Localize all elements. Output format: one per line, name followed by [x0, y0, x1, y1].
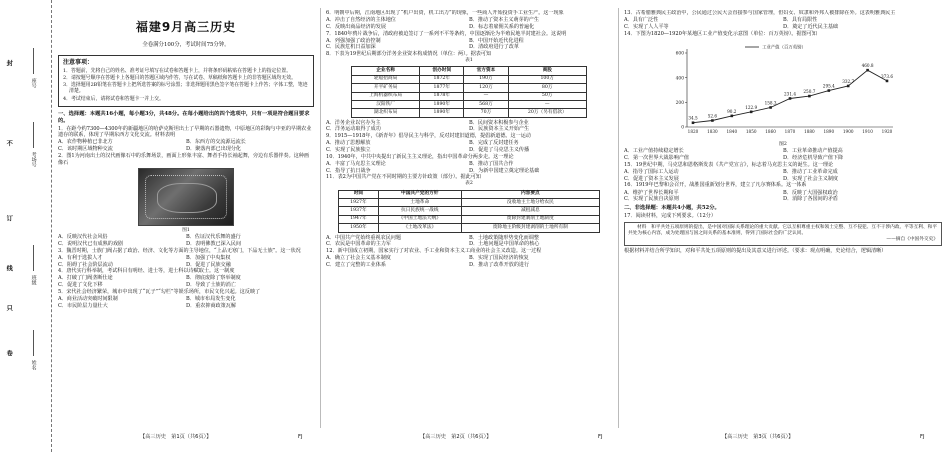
table-cell: 轮船招商局 — [352, 75, 420, 83]
legend-label: 工业产值（百万英镑） — [762, 45, 806, 51]
answer-option: A．工业产值持续稳定增长 — [624, 148, 684, 155]
answer-options — [58, 255, 314, 268]
x-tick-label: 1880 — [804, 129, 815, 135]
candidate-field-label: 座号 — [30, 78, 37, 88]
answer-option: C．民族危机日益加深 — [326, 44, 376, 51]
table-row — [339, 215, 600, 223]
question-list — [326, 10, 612, 58]
question-stem: 12．新中国成立初期，国家实行了对农业、手工业和资本主义工商业的社会主义改造。这一过程 — [326, 247, 542, 254]
table-cell: 没收地主土地分给农民 — [461, 198, 599, 206]
notes-title: 注意事项： — [63, 58, 94, 66]
answer-option: B．工业革命推动产值提高 — [783, 148, 843, 155]
y-tick-label: 0 — [681, 125, 684, 131]
binding-mark: 卷 — [5, 350, 13, 358]
binding-mark: 封 — [5, 60, 13, 68]
answer-option: B．推动了国共合作 — [469, 160, 514, 167]
section-heading: 二、非选择题：本题共4小题，共52分。 — [624, 205, 720, 211]
binding-mark: 线 — [5, 265, 13, 273]
y-tick-label: 400 — [675, 76, 684, 82]
table-row — [352, 100, 587, 108]
answer-options — [624, 190, 942, 203]
chart-svg — [665, 39, 901, 141]
data-label: 52.6 — [707, 113, 718, 119]
page-column-1 — [58, 10, 314, 428]
table-header-cell: 官方资本 — [464, 67, 508, 75]
question-list — [624, 10, 942, 37]
candidate-field-label: 考场号 — [30, 152, 37, 167]
page-column-2 — [326, 10, 612, 428]
answer-option: A．维护了世界长期和平 — [624, 189, 679, 196]
table-cell: 20万（另有借款） — [508, 109, 586, 117]
table-cell: — — [508, 100, 586, 108]
table-cell: 上海机器织布局 — [352, 92, 420, 100]
answer-options — [624, 148, 942, 161]
answer-option: C．促进了文化下移 — [58, 282, 103, 289]
answer-options — [624, 17, 942, 30]
x-tick-label: 1860 — [765, 129, 776, 135]
answer-options — [58, 234, 314, 247]
candidate-field-label: 班级 — [30, 275, 37, 285]
table-header-cell: 内容要点 — [461, 190, 599, 198]
table-cell: 土地革命 — [378, 198, 461, 206]
answer-option: D．表明佛教已深入民间 — [186, 241, 242, 248]
answer-option: A．冲击了自然经济的主体地位 — [326, 17, 396, 24]
answer-option: A．具有广泛性 — [624, 17, 659, 24]
table-row — [352, 92, 587, 100]
question-list — [326, 235, 612, 269]
question-stem: 1．在距今约7300—4300年的新疆地区的哈萨克斯坦出土了早期的石器遗物，中原地区的彩陶与中亚的早期农业遗存的联系，体现了早期东西方文化交流。材料表明 — [58, 125, 312, 139]
answer-option: A．商业活动突破时间限制 — [58, 295, 118, 302]
table-row — [339, 207, 600, 215]
answer-option: D．聚落内部已出现分化 — [186, 146, 242, 153]
answer-options — [624, 169, 942, 182]
answer-option: B．东西方的交流源远流长 — [186, 139, 246, 146]
answer-options — [326, 120, 612, 133]
table-cell: 1890年 — [420, 109, 464, 117]
table-row — [352, 109, 587, 117]
candidate-field-line — [33, 122, 34, 148]
exam-subtitle: 全卷满分100分，考试时间75分钟。 — [142, 41, 230, 48]
answer-options — [326, 38, 612, 51]
question-stem: 6．明朝中后期，江南地区出现了“机户出资，机工出力”的现象，一些商人开始投资手工业生产。这一现象 — [326, 10, 564, 16]
x-tick-label: 1840 — [726, 129, 738, 135]
column-divider — [618, 8, 619, 428]
data-point — [750, 111, 753, 114]
x-tick-label: 1870 — [784, 129, 796, 135]
answer-options — [326, 161, 612, 174]
answer-option: C．该时期区域物种交流 — [58, 146, 113, 153]
table-cell: 1947年 — [339, 215, 379, 223]
relief-pattern — [157, 183, 217, 213]
answer-option: A．指导了国际工人运动 — [624, 169, 679, 176]
answer-option: C．指导了抗日战争 — [326, 167, 371, 174]
table-cell: 《中国土地法大纲》 — [378, 215, 461, 223]
data-table-1 — [351, 66, 587, 117]
question-list — [326, 120, 612, 181]
table-cell: 1890年 — [420, 100, 464, 108]
answer-option: D．促进了马克思主义传播 — [469, 147, 530, 154]
question-list — [58, 126, 314, 310]
answer-option: B．完成了反封建任务 — [469, 140, 519, 147]
table-row — [339, 198, 600, 206]
answer-option: B．民间资本积极参与企业 — [469, 119, 529, 126]
question-stem: 2．图1为河南出土的汉代画像石中的乐舞场景，画面上形象丰富、舞者手持长袖起舞，旁边有乐器伴奏。这种画像石 — [58, 152, 309, 166]
table-caption: 表2 — [465, 181, 473, 187]
answer-option: A．丰富了马克思主义理论 — [326, 160, 386, 167]
note-item: 2．请按题号顺序在答题卡上各题目的答题区域内作答，写在试卷、草稿纸和答题卡上的非答题区域均无效。 — [63, 74, 296, 81]
x-tick-label: 1820 — [687, 129, 699, 135]
answer-option: C．说明汉代已有成熟的戏剧 — [58, 241, 124, 248]
table-header-row — [352, 67, 587, 75]
answer-option: C．洋务运动取得了成功 — [326, 126, 381, 133]
x-tick-label: 1900 — [842, 129, 854, 135]
quote-text: 材料 和平共处五项原则的提出，是中国对国际关系理论的重大贡献。它以互相尊重主权和领土完整、互不侵犯、互不干涉内政、平等互利、和平共处为核心内容，成为处理国与国之间关系的基本准则，得到了国际社会的广泛认同。 — [628, 224, 938, 236]
data-point — [808, 95, 811, 98]
answer-option: B．实现了国民经济的恢复 — [469, 255, 529, 262]
answer-option: C．反映出商品经济的发展 — [326, 23, 386, 30]
page-footer: 【高三历史 第3页（共6页）】 — [722, 434, 794, 440]
table-cell: 1937年 — [339, 207, 379, 215]
data-label: 332.7 — [842, 79, 855, 85]
data-label: 122.9 — [745, 105, 758, 111]
page-column-3 — [624, 10, 942, 428]
answer-option: D．为新中国建立奠定理论基础 — [469, 167, 540, 174]
question-list — [624, 148, 942, 203]
y-tick-label: 200 — [675, 101, 684, 107]
candidate-field-line — [33, 48, 34, 74]
relief-image — [138, 168, 234, 226]
chart-caption: 图2 — [779, 142, 787, 148]
question-stem: 15．19世纪中期，马克思和恩格斯发表《共产党宣言》，标志着马克思主义的诞生。这一理论 — [624, 161, 834, 168]
binding-mark: 只 — [5, 305, 13, 313]
x-tick-label: 1890 — [823, 129, 835, 135]
table-header-cell: 商股 — [508, 67, 586, 75]
answer-option: B．推动了工业革命完成 — [783, 169, 838, 176]
answer-option: C．实现了民族自决原则 — [624, 196, 679, 203]
answer-option: B．中国开始近代化进程 — [469, 37, 524, 44]
question-stem: 9．1915—1918年，《新青年》倡导民主与科学，反对封建旧道德，提倡新道德。这一运动 — [326, 133, 531, 140]
answer-option: C．实现了民族独立 — [326, 147, 371, 154]
data-point — [886, 80, 889, 83]
notes-box — [58, 55, 314, 107]
table-header-cell: 中国共产党的方针 — [378, 190, 461, 198]
data-point — [847, 85, 850, 88]
y-tick-label: 600 — [675, 51, 684, 57]
data-label: 460.8 — [861, 63, 874, 69]
answer-option: D．促进了民族交融 — [186, 261, 231, 268]
table-cell: 废除封建剥削土地制度 — [461, 215, 599, 223]
table-cell: 减租减息 — [461, 207, 599, 215]
question-stem: 3．魏晋时期，士族门阀占据了政治、经济、文化等方面的主导地位，“上品无寒门，下品无士族”。这一状况 — [58, 247, 301, 254]
answer-option: A．反映汉代社会风俗 — [58, 234, 108, 241]
table-cell: 1927年 — [339, 198, 379, 206]
table-cell: 开平矿务局 — [352, 84, 420, 92]
answer-option: B．彻底废除了察举制度 — [186, 275, 241, 282]
answer-option: A．确立了社会主义基本制度 — [326, 255, 391, 262]
page-footer: 【高三历史 第2页（共6页）】 — [420, 434, 492, 440]
table-cell: 《土地改革法》 — [378, 224, 461, 232]
answer-option: B．推动了资本主义萌芽的产生 — [469, 17, 539, 24]
question-stem: 11．表2为中国共产党在不同时期的主要方针政策（部分）。据此可知 — [326, 174, 481, 181]
binding-margin — [0, 0, 52, 452]
table-caption: 表1 — [465, 58, 473, 64]
answer-options — [326, 17, 612, 30]
table-cell: 568万 — [464, 100, 508, 108]
answer-options — [58, 296, 314, 309]
answer-option: D．重农抑商政策瓦解 — [186, 302, 236, 309]
table-cell: 湖北织布局 — [352, 109, 420, 117]
answer-option: C．促进了资本主义发展 — [624, 175, 679, 182]
table-cell: 1877年 — [420, 84, 464, 92]
data-point — [866, 69, 869, 72]
note-item: 3．选择题用2B铅笔在答题卡上把所选答案的标号涂黑；非选择题用黑色签字笔在答题卡上作答；字体工整，笔迹清楚。 — [63, 81, 308, 95]
answer-option: A．推动了思想解放 — [326, 140, 371, 147]
section-heading: 一、选择题：本题共16小题，每小题3分，共48分。在每小题给出的四个选项中，只有一项是符合题目要求的。 — [58, 110, 310, 124]
answer-option: C．市民阶层力量壮大 — [58, 302, 108, 309]
table-cell: 1872年 — [420, 75, 464, 83]
answer-option: A．洋务企业以官办为主 — [326, 119, 381, 126]
question-stem: 4．唐代实行科举制，考试科目有明经、进士等，进士科以诗赋取士。这一制度 — [58, 268, 235, 275]
answer-options — [326, 140, 612, 153]
data-label: 158.3 — [764, 100, 777, 106]
data-label: 373.6 — [881, 74, 893, 80]
data-label: 250.7 — [803, 89, 816, 95]
answer-option: D．实现了社会主义制度 — [783, 175, 839, 182]
table-header-cell: 时间 — [339, 190, 379, 198]
x-tick-label: 1850 — [745, 129, 757, 135]
answer-option: C．阻碍了社会阶层流动 — [58, 261, 113, 268]
quote-source: ——摘自《中国外交史》 — [886, 237, 938, 243]
figure-caption: 图1 — [182, 228, 190, 234]
data-label: 295.4 — [822, 83, 835, 89]
answer-option: D．导致了士族的消亡 — [186, 282, 236, 289]
data-point — [769, 106, 772, 109]
column-divider — [320, 8, 321, 428]
question-stem: 14．下图为1820—1920年某地区工业产值变化示意图（单位：百万英镑）。据图可知 — [624, 30, 817, 37]
answer-option: D．标志着雇佣关系的普遍化 — [469, 23, 535, 30]
note-item: 4．考试结束后，请将试卷和答题卡一并上交。 — [63, 95, 164, 102]
data-label: 34.5 — [688, 116, 698, 122]
answer-option: D．清政府进行了改革 — [469, 44, 519, 51]
table-cell: 70万 — [464, 109, 508, 117]
answer-option: A．有利于选拔人才 — [58, 254, 103, 261]
line-chart — [665, 39, 901, 141]
paper-code: FJ — [298, 434, 303, 440]
table-header-cell: 企业名称 — [352, 67, 420, 75]
page-title: 福建9月高三历史 — [135, 20, 237, 34]
data-point — [731, 115, 734, 118]
candidate-field-line — [33, 330, 34, 356]
binding-mark: 不 — [5, 140, 13, 148]
candidate-field-label: 姓名 — [30, 360, 37, 370]
answer-option: C．农民是中国革命的主力军 — [326, 241, 392, 248]
table-cell: — — [464, 92, 508, 100]
paper-code: FJ — [598, 434, 603, 440]
note-item: 1．答题前，先将自己的姓名、准考证号填写在试卷和答题卡上，并将条形码粘贴在答题卡上的指定位置。 — [63, 67, 292, 74]
data-point — [692, 122, 695, 125]
binding-mark: 订 — [5, 215, 13, 223]
question-stem: 17．阅读材料，完成下列要求。（12分） — [624, 212, 716, 219]
answer-option: A．农作物种植已非北方 — [58, 139, 113, 146]
answer-option: D．经济危机导致产值下降 — [783, 155, 844, 162]
table-cell: 80万 — [508, 84, 586, 92]
table-cell: 1950年 — [339, 224, 379, 232]
data-point — [711, 119, 714, 122]
answer-option: B．城市布局发生变化 — [186, 295, 236, 302]
answer-option: D．土地问题是中国革命的核心 — [469, 241, 540, 248]
question-stem: 13．古希腊雅典民主政治中，公民通过公民大会直接参与国家管理，但妇女、奴隶和外邦人被排除在外。这表明雅典民主 — [624, 10, 896, 16]
table-row — [352, 84, 587, 92]
data-label: 231.4 — [784, 91, 796, 97]
answer-option: B．土地政策随形势变化而调整 — [469, 234, 539, 241]
answer-options — [58, 139, 314, 152]
answer-options — [326, 235, 612, 248]
data-point — [828, 90, 831, 93]
table-cell: 抗日民族统一战线 — [378, 207, 461, 215]
page-footer: 【高三历史 第1页（共6页）】 — [140, 434, 212, 440]
question-task: 根据材料并结合所学知识，对和平共处五项原则的提出及其意义进行评述。（要求：观点明确，史论结合，逻辑清晰） — [624, 248, 887, 255]
answer-option: B．具有局限性 — [783, 17, 818, 24]
answer-option: A．打破了门阀垄断仕途 — [58, 275, 113, 282]
answer-option: C．建立了完整的工业体系 — [326, 261, 386, 268]
data-point — [789, 97, 792, 100]
answer-option: D．民族资本主义开始产生 — [469, 126, 530, 133]
table-row — [352, 75, 587, 83]
question-stem: 16．1919年巴黎和会召开，战胜国重新划分世界，建立了凡尔赛体系。这一体系 — [624, 182, 807, 189]
table-header-cell: 创办时间 — [420, 67, 464, 75]
answer-option: C．实现了人人平等 — [624, 23, 669, 30]
answer-option: A．中国共产党始终重视农民问题 — [326, 234, 401, 241]
answer-option: D．奠定了近代民主基础 — [783, 23, 839, 30]
question-stem: 7．1840年鸦片战争后，清政府被迫签订了一系列不平等条约，中国逐渐沦为半殖民地半封建社会。这说明 — [326, 30, 567, 37]
answer-option: B．反映了大国强权政治 — [783, 189, 838, 196]
data-label: 90.2 — [727, 109, 737, 115]
table-cell: 100万 — [508, 75, 586, 83]
table-cell: 废除地主阶级封建剥削的土地所有制 — [461, 224, 599, 232]
table-cell: 汉阳铁厂 — [352, 100, 420, 108]
x-tick-label: 1830 — [707, 129, 718, 135]
table-cell: 120万 — [464, 84, 508, 92]
answer-option: D．推动了改革开放的进行 — [469, 261, 530, 268]
data-table-2 — [338, 190, 600, 233]
answer-option: A．列强加强了政治控制 — [326, 37, 381, 44]
x-tick-label: 1910 — [862, 129, 873, 135]
paper-code: FJ — [920, 434, 925, 440]
question-stem: 5．宋代社会经济繁荣，城市中出现了“瓦子”“勾栏”等娱乐场所，市民文化兴起。这反映了 — [58, 288, 261, 295]
table-header-row — [339, 190, 600, 198]
table-cell: 50万 — [508, 92, 586, 100]
answer-options — [326, 255, 612, 268]
answer-option: C．第一次世界大战影响产值 — [624, 155, 690, 162]
answer-options — [58, 275, 314, 288]
question-stem: 10．1940年，中共中央提出了新民主主义理论，指出中国革命分两步走。这一理论 — [326, 153, 514, 160]
material-quote — [624, 222, 942, 247]
answer-option: D．消除了各国间的矛盾 — [783, 196, 839, 203]
table-row — [339, 224, 600, 232]
answer-option: B．佐证汉代乐舞的盛行 — [186, 234, 241, 241]
table-cell: 190万 — [464, 75, 508, 83]
answer-option: B．加强了中央集权 — [186, 254, 231, 261]
question-stem: 8．下表为19世纪后期部分洋务企业资本构成情况（单位：两）。据表可知 — [326, 51, 492, 58]
table-cell: 1878年 — [420, 92, 464, 100]
candidate-field-line — [33, 245, 34, 271]
x-tick-label: 1920 — [881, 129, 893, 135]
